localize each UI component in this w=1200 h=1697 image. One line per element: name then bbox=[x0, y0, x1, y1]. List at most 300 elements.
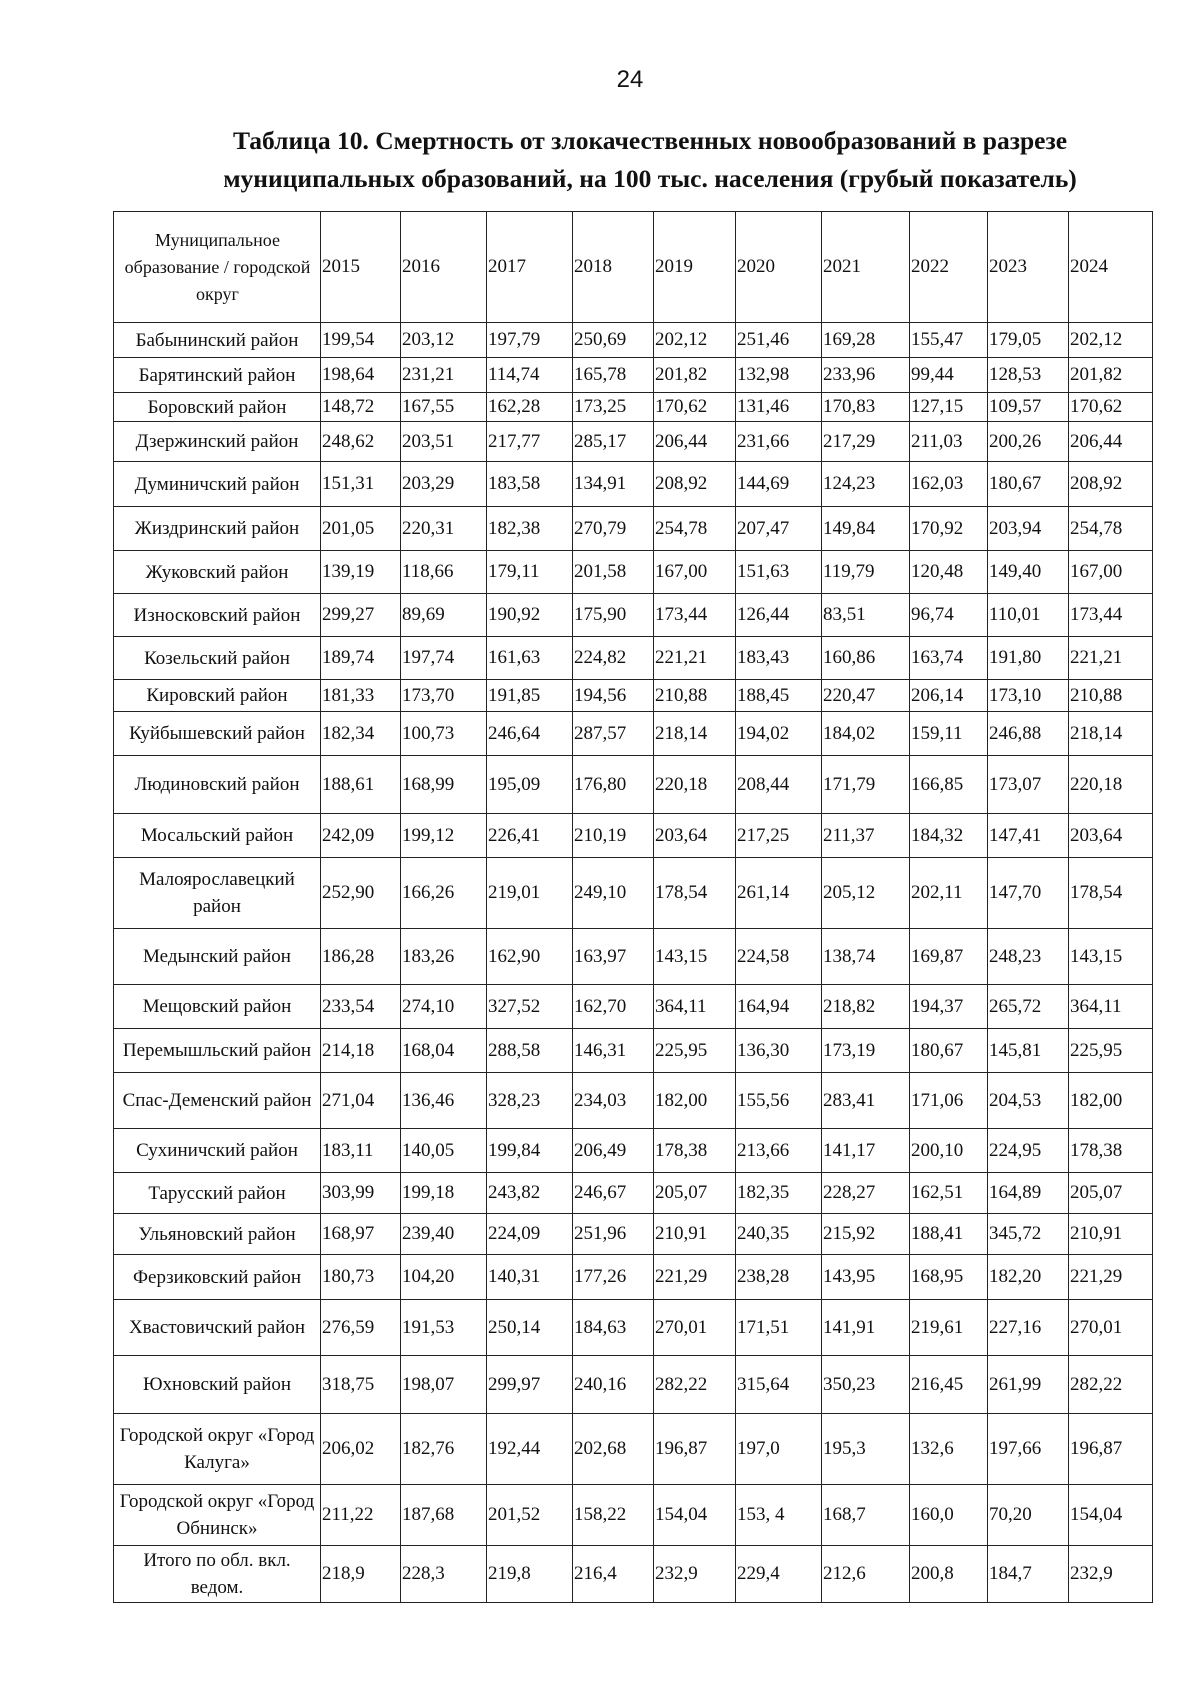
row-value-cell: 167,00 bbox=[654, 551, 736, 594]
row-value-cell: 248,23 bbox=[988, 929, 1069, 985]
row-value-cell: 188,41 bbox=[910, 1214, 988, 1255]
row-municipality-name: Думиничский район bbox=[114, 462, 321, 507]
row-value-cell: 173,10 bbox=[988, 680, 1069, 712]
row-municipality-name: Городской округ «Город Калуга» bbox=[114, 1414, 321, 1485]
row-value-cell: 197,74 bbox=[401, 637, 487, 680]
header-year: 2020 bbox=[736, 212, 822, 323]
row-value-cell: 167,00 bbox=[1069, 551, 1153, 594]
row-municipality-name: Дзержинский район bbox=[114, 422, 321, 462]
row-value-cell: 196,87 bbox=[654, 1414, 736, 1485]
row-value-cell: 183,11 bbox=[321, 1129, 401, 1173]
row-value-cell: 188,61 bbox=[321, 756, 401, 814]
row-value-cell: 154,04 bbox=[1069, 1485, 1153, 1546]
table-row bbox=[114, 985, 1153, 1029]
row-value-cell: 224,95 bbox=[988, 1129, 1069, 1173]
table-row bbox=[114, 1029, 1153, 1073]
row-value-cell: 170,92 bbox=[910, 507, 988, 551]
row-value-cell: 160,0 bbox=[910, 1485, 988, 1546]
row-value-cell: 205,07 bbox=[1069, 1173, 1153, 1214]
row-value-cell: 194,02 bbox=[736, 712, 822, 756]
row-value-cell: 250,69 bbox=[573, 323, 654, 358]
table-row bbox=[114, 1414, 1153, 1485]
row-value-cell: 345,72 bbox=[988, 1214, 1069, 1255]
row-value-cell: 143,15 bbox=[1069, 929, 1153, 985]
row-value-cell: 201,82 bbox=[1069, 358, 1153, 393]
row-value-cell: 164,94 bbox=[736, 985, 822, 1029]
row-value-cell: 217,29 bbox=[822, 422, 910, 462]
row-value-cell: 202,11 bbox=[910, 858, 988, 929]
row-value-cell: 196,87 bbox=[1069, 1414, 1153, 1485]
row-value-cell: 89,69 bbox=[401, 594, 487, 637]
row-value-cell: 250,14 bbox=[487, 1300, 573, 1356]
row-value-cell: 220,31 bbox=[401, 507, 487, 551]
table-header-row bbox=[114, 212, 1153, 323]
row-value-cell: 173,70 bbox=[401, 680, 487, 712]
table-row bbox=[114, 594, 1153, 637]
row-value-cell: 189,74 bbox=[321, 637, 401, 680]
row-value-cell: 318,75 bbox=[321, 1356, 401, 1414]
row-value-cell: 182,38 bbox=[487, 507, 573, 551]
row-value-cell: 164,89 bbox=[988, 1173, 1069, 1214]
row-value-cell: 163,97 bbox=[573, 929, 654, 985]
row-value-cell: 216,45 bbox=[910, 1356, 988, 1414]
row-value-cell: 171,06 bbox=[910, 1073, 988, 1129]
header-year: 2015 bbox=[321, 212, 401, 323]
header-year: 2018 bbox=[573, 212, 654, 323]
row-value-cell: 145,81 bbox=[988, 1029, 1069, 1073]
row-municipality-name: Барятинский район bbox=[114, 358, 321, 393]
row-value-cell: 128,53 bbox=[988, 358, 1069, 393]
row-value-cell: 143,95 bbox=[822, 1255, 910, 1300]
row-value-cell: 254,78 bbox=[1069, 507, 1153, 551]
row-value-cell: 138,74 bbox=[822, 929, 910, 985]
row-value-cell: 170,62 bbox=[1069, 393, 1153, 422]
row-value-cell: 224,09 bbox=[487, 1214, 573, 1255]
row-value-cell: 183,43 bbox=[736, 637, 822, 680]
row-value-cell: 104,20 bbox=[401, 1255, 487, 1300]
row-value-cell: 211,03 bbox=[910, 422, 988, 462]
row-value-cell: 205,07 bbox=[654, 1173, 736, 1214]
table-row bbox=[114, 1173, 1153, 1214]
row-value-cell: 283,41 bbox=[822, 1073, 910, 1129]
row-municipality-name: Спас-Деменский район bbox=[114, 1073, 321, 1129]
row-value-cell: 271,04 bbox=[321, 1073, 401, 1129]
row-value-cell: 83,51 bbox=[822, 594, 910, 637]
row-value-cell: 224,58 bbox=[736, 929, 822, 985]
row-value-cell: 132,6 bbox=[910, 1414, 988, 1485]
row-value-cell: 261,14 bbox=[736, 858, 822, 929]
table-row bbox=[114, 637, 1153, 680]
row-value-cell: 100,73 bbox=[401, 712, 487, 756]
row-value-cell: 154,04 bbox=[654, 1485, 736, 1546]
row-value-cell: 285,17 bbox=[573, 422, 654, 462]
row-value-cell: 207,47 bbox=[736, 507, 822, 551]
table-row bbox=[114, 858, 1153, 929]
header-year: 2024 bbox=[1069, 212, 1153, 323]
row-municipality-name: Юхновский район bbox=[114, 1356, 321, 1414]
row-value-cell: 141,17 bbox=[822, 1129, 910, 1173]
header-year: 2022 bbox=[910, 212, 988, 323]
row-value-cell: 163,74 bbox=[910, 637, 988, 680]
row-value-cell: 202,12 bbox=[1069, 323, 1153, 358]
row-value-cell: 210,91 bbox=[1069, 1214, 1153, 1255]
row-value-cell: 328,23 bbox=[487, 1073, 573, 1129]
row-value-cell: 228,27 bbox=[822, 1173, 910, 1214]
row-value-cell: 180,67 bbox=[910, 1029, 988, 1073]
row-value-cell: 136,46 bbox=[401, 1073, 487, 1129]
row-value-cell: 282,22 bbox=[654, 1356, 736, 1414]
row-value-cell: 169,87 bbox=[910, 929, 988, 985]
row-value-cell: 270,01 bbox=[1069, 1300, 1153, 1356]
table-row bbox=[114, 551, 1153, 594]
row-value-cell: 211,22 bbox=[321, 1485, 401, 1546]
row-municipality-name: Козельский район bbox=[114, 637, 321, 680]
row-value-cell: 109,57 bbox=[988, 393, 1069, 422]
row-value-cell: 243,82 bbox=[487, 1173, 573, 1214]
row-municipality-name: Итого по обл. вкл. ведом. bbox=[114, 1546, 321, 1603]
row-value-cell: 251,96 bbox=[573, 1214, 654, 1255]
row-value-cell: 99,44 bbox=[910, 358, 988, 393]
row-value-cell: 168,97 bbox=[321, 1214, 401, 1255]
row-value-cell: 213,66 bbox=[736, 1129, 822, 1173]
row-value-cell: 182,34 bbox=[321, 712, 401, 756]
row-value-cell: 251,46 bbox=[736, 323, 822, 358]
row-value-cell: 226,41 bbox=[487, 814, 573, 858]
row-value-cell: 208,92 bbox=[654, 462, 736, 507]
row-value-cell: 161,63 bbox=[487, 637, 573, 680]
row-value-cell: 246,67 bbox=[573, 1173, 654, 1214]
row-value-cell: 178,54 bbox=[654, 858, 736, 929]
row-value-cell: 201,82 bbox=[654, 358, 736, 393]
row-value-cell: 199,54 bbox=[321, 323, 401, 358]
row-value-cell: 238,28 bbox=[736, 1255, 822, 1300]
row-value-cell: 179,11 bbox=[487, 551, 573, 594]
table-row bbox=[114, 680, 1153, 712]
row-value-cell: 206,44 bbox=[1069, 422, 1153, 462]
row-value-cell: 110,01 bbox=[988, 594, 1069, 637]
row-value-cell: 364,11 bbox=[654, 985, 736, 1029]
row-value-cell: 195,3 bbox=[822, 1414, 910, 1485]
row-value-cell: 249,10 bbox=[573, 858, 654, 929]
row-value-cell: 224,82 bbox=[573, 637, 654, 680]
row-value-cell: 114,74 bbox=[487, 358, 573, 393]
row-value-cell: 180,67 bbox=[988, 462, 1069, 507]
header-year: 2023 bbox=[988, 212, 1069, 323]
row-value-cell: 248,62 bbox=[321, 422, 401, 462]
row-value-cell: 229,4 bbox=[736, 1546, 822, 1603]
row-value-cell: 212,6 bbox=[822, 1546, 910, 1603]
row-value-cell: 178,38 bbox=[654, 1129, 736, 1173]
row-value-cell: 96,74 bbox=[910, 594, 988, 637]
row-value-cell: 124,23 bbox=[822, 462, 910, 507]
row-municipality-name: Людиновский район bbox=[114, 756, 321, 814]
row-value-cell: 208,92 bbox=[1069, 462, 1153, 507]
row-value-cell: 205,12 bbox=[822, 858, 910, 929]
row-value-cell: 162,70 bbox=[573, 985, 654, 1029]
row-value-cell: 160,86 bbox=[822, 637, 910, 680]
row-value-cell: 158,22 bbox=[573, 1485, 654, 1546]
table-row bbox=[114, 1073, 1153, 1129]
table-row bbox=[114, 462, 1153, 507]
row-municipality-name: Боровский район bbox=[114, 393, 321, 422]
row-value-cell: 166,26 bbox=[401, 858, 487, 929]
row-value-cell: 182,00 bbox=[1069, 1073, 1153, 1129]
header-year: 2017 bbox=[487, 212, 573, 323]
title-line-2: муниципальных образований, на 100 тыс. населения (грубый показатель) bbox=[223, 164, 1077, 193]
row-value-cell: 299,27 bbox=[321, 594, 401, 637]
row-value-cell: 184,63 bbox=[573, 1300, 654, 1356]
row-value-cell: 173,44 bbox=[654, 594, 736, 637]
row-municipality-name: Жиздринский район bbox=[114, 507, 321, 551]
row-value-cell: 179,05 bbox=[988, 323, 1069, 358]
row-value-cell: 203,51 bbox=[401, 422, 487, 462]
header-year: 2021 bbox=[822, 212, 910, 323]
table-row bbox=[114, 712, 1153, 756]
row-value-cell: 176,80 bbox=[573, 756, 654, 814]
row-value-cell: 168,95 bbox=[910, 1255, 988, 1300]
row-value-cell: 206,14 bbox=[910, 680, 988, 712]
row-value-cell: 206,02 bbox=[321, 1414, 401, 1485]
row-value-cell: 199,84 bbox=[487, 1129, 573, 1173]
row-value-cell: 246,88 bbox=[988, 712, 1069, 756]
row-value-cell: 173,25 bbox=[573, 393, 654, 422]
row-value-cell: 315,64 bbox=[736, 1356, 822, 1414]
row-municipality-name: Жуковский район bbox=[114, 551, 321, 594]
row-value-cell: 270,01 bbox=[654, 1300, 736, 1356]
row-value-cell: 170,83 bbox=[822, 393, 910, 422]
row-value-cell: 147,70 bbox=[988, 858, 1069, 929]
row-value-cell: 173,07 bbox=[988, 756, 1069, 814]
row-value-cell: 191,80 bbox=[988, 637, 1069, 680]
table-row bbox=[114, 814, 1153, 858]
row-municipality-name: Хвастовичский район bbox=[114, 1300, 321, 1356]
row-value-cell: 173,44 bbox=[1069, 594, 1153, 637]
row-value-cell: 171,51 bbox=[736, 1300, 822, 1356]
row-value-cell: 303,99 bbox=[321, 1173, 401, 1214]
row-municipality-name: Кировский район bbox=[114, 680, 321, 712]
row-value-cell: 151,63 bbox=[736, 551, 822, 594]
row-value-cell: 186,28 bbox=[321, 929, 401, 985]
header-year: 2019 bbox=[654, 212, 736, 323]
row-value-cell: 216,4 bbox=[573, 1546, 654, 1603]
row-municipality-name: Ульяновский район bbox=[114, 1214, 321, 1255]
table-row bbox=[114, 358, 1153, 393]
row-value-cell: 203,12 bbox=[401, 323, 487, 358]
table-row bbox=[114, 323, 1153, 358]
row-value-cell: 184,7 bbox=[988, 1546, 1069, 1603]
row-value-cell: 166,85 bbox=[910, 756, 988, 814]
row-value-cell: 169,28 bbox=[822, 323, 910, 358]
row-value-cell: 198,64 bbox=[321, 358, 401, 393]
row-value-cell: 143,15 bbox=[654, 929, 736, 985]
table-row bbox=[114, 507, 1153, 551]
row-value-cell: 194,37 bbox=[910, 985, 988, 1029]
row-value-cell: 126,44 bbox=[736, 594, 822, 637]
row-value-cell: 261,99 bbox=[988, 1356, 1069, 1414]
row-value-cell: 168,99 bbox=[401, 756, 487, 814]
table-row bbox=[114, 1485, 1153, 1546]
row-value-cell: 210,88 bbox=[654, 680, 736, 712]
row-value-cell: 274,10 bbox=[401, 985, 487, 1029]
row-value-cell: 201,58 bbox=[573, 551, 654, 594]
row-value-cell: 180,73 bbox=[321, 1255, 401, 1300]
row-municipality-name: Медынский район bbox=[114, 929, 321, 985]
row-value-cell: 270,79 bbox=[573, 507, 654, 551]
header-year: 2016 bbox=[401, 212, 487, 323]
row-value-cell: 232,9 bbox=[1069, 1546, 1153, 1603]
row-value-cell: 148,72 bbox=[321, 393, 401, 422]
row-value-cell: 119,79 bbox=[822, 551, 910, 594]
row-value-cell: 217,25 bbox=[736, 814, 822, 858]
row-value-cell: 233,96 bbox=[822, 358, 910, 393]
row-municipality-name: Мосальский район bbox=[114, 814, 321, 858]
row-value-cell: 162,51 bbox=[910, 1173, 988, 1214]
row-value-cell: 221,21 bbox=[654, 637, 736, 680]
row-value-cell: 167,55 bbox=[401, 393, 487, 422]
row-value-cell: 242,09 bbox=[321, 814, 401, 858]
row-value-cell: 183,26 bbox=[401, 929, 487, 985]
header-municipality: Муниципальное образование / городской округ bbox=[114, 212, 321, 323]
row-value-cell: 131,46 bbox=[736, 393, 822, 422]
table-row bbox=[114, 1300, 1153, 1356]
row-value-cell: 199,18 bbox=[401, 1173, 487, 1214]
row-value-cell: 221,29 bbox=[1069, 1255, 1153, 1300]
row-value-cell: 215,92 bbox=[822, 1214, 910, 1255]
row-value-cell: 120,48 bbox=[910, 551, 988, 594]
row-value-cell: 162,28 bbox=[487, 393, 573, 422]
row-value-cell: 200,26 bbox=[988, 422, 1069, 462]
row-value-cell: 144,69 bbox=[736, 462, 822, 507]
row-value-cell: 218,82 bbox=[822, 985, 910, 1029]
row-value-cell: 265,72 bbox=[988, 985, 1069, 1029]
row-value-cell: 147,41 bbox=[988, 814, 1069, 858]
row-value-cell: 225,95 bbox=[654, 1029, 736, 1073]
row-value-cell: 202,68 bbox=[573, 1414, 654, 1485]
row-value-cell: 210,91 bbox=[654, 1214, 736, 1255]
row-value-cell: 149,40 bbox=[988, 551, 1069, 594]
row-value-cell: 187,68 bbox=[401, 1485, 487, 1546]
row-value-cell: 192,44 bbox=[487, 1414, 573, 1485]
row-value-cell: 197,66 bbox=[988, 1414, 1069, 1485]
row-value-cell: 220,18 bbox=[1069, 756, 1153, 814]
row-value-cell: 364,11 bbox=[1069, 985, 1153, 1029]
row-value-cell: 132,98 bbox=[736, 358, 822, 393]
row-value-cell: 288,58 bbox=[487, 1029, 573, 1073]
row-value-cell: 204,53 bbox=[988, 1073, 1069, 1129]
row-municipality-name: Куйбышевский район bbox=[114, 712, 321, 756]
row-value-cell: 287,57 bbox=[573, 712, 654, 756]
row-value-cell: 221,29 bbox=[654, 1255, 736, 1300]
row-value-cell: 240,16 bbox=[573, 1356, 654, 1414]
row-value-cell: 231,21 bbox=[401, 358, 487, 393]
row-value-cell: 175,90 bbox=[573, 594, 654, 637]
row-value-cell: 201,52 bbox=[487, 1485, 573, 1546]
row-value-cell: 254,78 bbox=[654, 507, 736, 551]
row-value-cell: 153, 4 bbox=[736, 1485, 822, 1546]
row-value-cell: 231,66 bbox=[736, 422, 822, 462]
row-value-cell: 198,07 bbox=[401, 1356, 487, 1414]
page-number: 24 bbox=[616, 66, 644, 93]
row-value-cell: 177,26 bbox=[573, 1255, 654, 1300]
row-value-cell: 327,52 bbox=[487, 985, 573, 1029]
row-value-cell: 239,40 bbox=[401, 1214, 487, 1255]
row-value-cell: 234,03 bbox=[573, 1073, 654, 1129]
row-value-cell: 171,79 bbox=[822, 756, 910, 814]
row-value-cell: 210,88 bbox=[1069, 680, 1153, 712]
table-title bbox=[180, 122, 1120, 198]
row-municipality-name: Городской округ «Город Обнинск» bbox=[114, 1485, 321, 1546]
row-value-cell: 208,44 bbox=[736, 756, 822, 814]
row-value-cell: 70,20 bbox=[988, 1485, 1069, 1546]
row-value-cell: 182,00 bbox=[654, 1073, 736, 1129]
row-value-cell: 199,12 bbox=[401, 814, 487, 858]
row-value-cell: 206,44 bbox=[654, 422, 736, 462]
row-value-cell: 225,95 bbox=[1069, 1029, 1153, 1073]
row-municipality-name: Ферзиковский район bbox=[114, 1255, 321, 1300]
row-value-cell: 181,33 bbox=[321, 680, 401, 712]
row-value-cell: 217,77 bbox=[487, 422, 573, 462]
row-value-cell: 228,3 bbox=[401, 1546, 487, 1603]
row-municipality-name: Износковский район bbox=[114, 594, 321, 637]
row-value-cell: 203,29 bbox=[401, 462, 487, 507]
row-municipality-name: Тарусский район bbox=[114, 1173, 321, 1214]
row-value-cell: 182,76 bbox=[401, 1414, 487, 1485]
row-value-cell: 188,45 bbox=[736, 680, 822, 712]
table-body bbox=[114, 323, 1153, 1603]
table-row bbox=[114, 393, 1153, 422]
row-value-cell: 220,47 bbox=[822, 680, 910, 712]
row-value-cell: 140,05 bbox=[401, 1129, 487, 1173]
row-value-cell: 178,54 bbox=[1069, 858, 1153, 929]
row-value-cell: 350,23 bbox=[822, 1356, 910, 1414]
table-row bbox=[114, 1546, 1153, 1603]
table-row bbox=[114, 1255, 1153, 1300]
row-value-cell: 218,14 bbox=[1069, 712, 1153, 756]
row-value-cell: 139,19 bbox=[321, 551, 401, 594]
row-value-cell: 170,62 bbox=[654, 393, 736, 422]
title-line-1: Таблица 10. Смертность от злокачественных новообразований в разрезе bbox=[232, 126, 1068, 155]
row-value-cell: 232,9 bbox=[654, 1546, 736, 1603]
row-value-cell: 136,30 bbox=[736, 1029, 822, 1073]
row-value-cell: 191,85 bbox=[487, 680, 573, 712]
row-value-cell: 149,84 bbox=[822, 507, 910, 551]
row-value-cell: 197,79 bbox=[487, 323, 573, 358]
row-value-cell: 202,12 bbox=[654, 323, 736, 358]
row-value-cell: 211,37 bbox=[822, 814, 910, 858]
row-value-cell: 168,7 bbox=[822, 1485, 910, 1546]
row-municipality-name: Бабынинский район bbox=[114, 323, 321, 358]
row-value-cell: 240,35 bbox=[736, 1214, 822, 1255]
row-value-cell: 299,97 bbox=[487, 1356, 573, 1414]
row-value-cell: 206,49 bbox=[573, 1129, 654, 1173]
row-value-cell: 218,9 bbox=[321, 1546, 401, 1603]
row-value-cell: 146,31 bbox=[573, 1029, 654, 1073]
row-municipality-name: Перемышльский район bbox=[114, 1029, 321, 1073]
row-value-cell: 159,11 bbox=[910, 712, 988, 756]
row-value-cell: 118,66 bbox=[401, 551, 487, 594]
row-value-cell: 200,10 bbox=[910, 1129, 988, 1173]
table-row bbox=[114, 929, 1153, 985]
row-value-cell: 214,18 bbox=[321, 1029, 401, 1073]
row-value-cell: 220,18 bbox=[654, 756, 736, 814]
mortality-table bbox=[113, 211, 1153, 1603]
row-value-cell: 182,35 bbox=[736, 1173, 822, 1214]
row-value-cell: 141,91 bbox=[822, 1300, 910, 1356]
row-municipality-name: Мещовский район bbox=[114, 985, 321, 1029]
table-row bbox=[114, 1356, 1153, 1414]
row-value-cell: 165,78 bbox=[573, 358, 654, 393]
row-value-cell: 140,31 bbox=[487, 1255, 573, 1300]
